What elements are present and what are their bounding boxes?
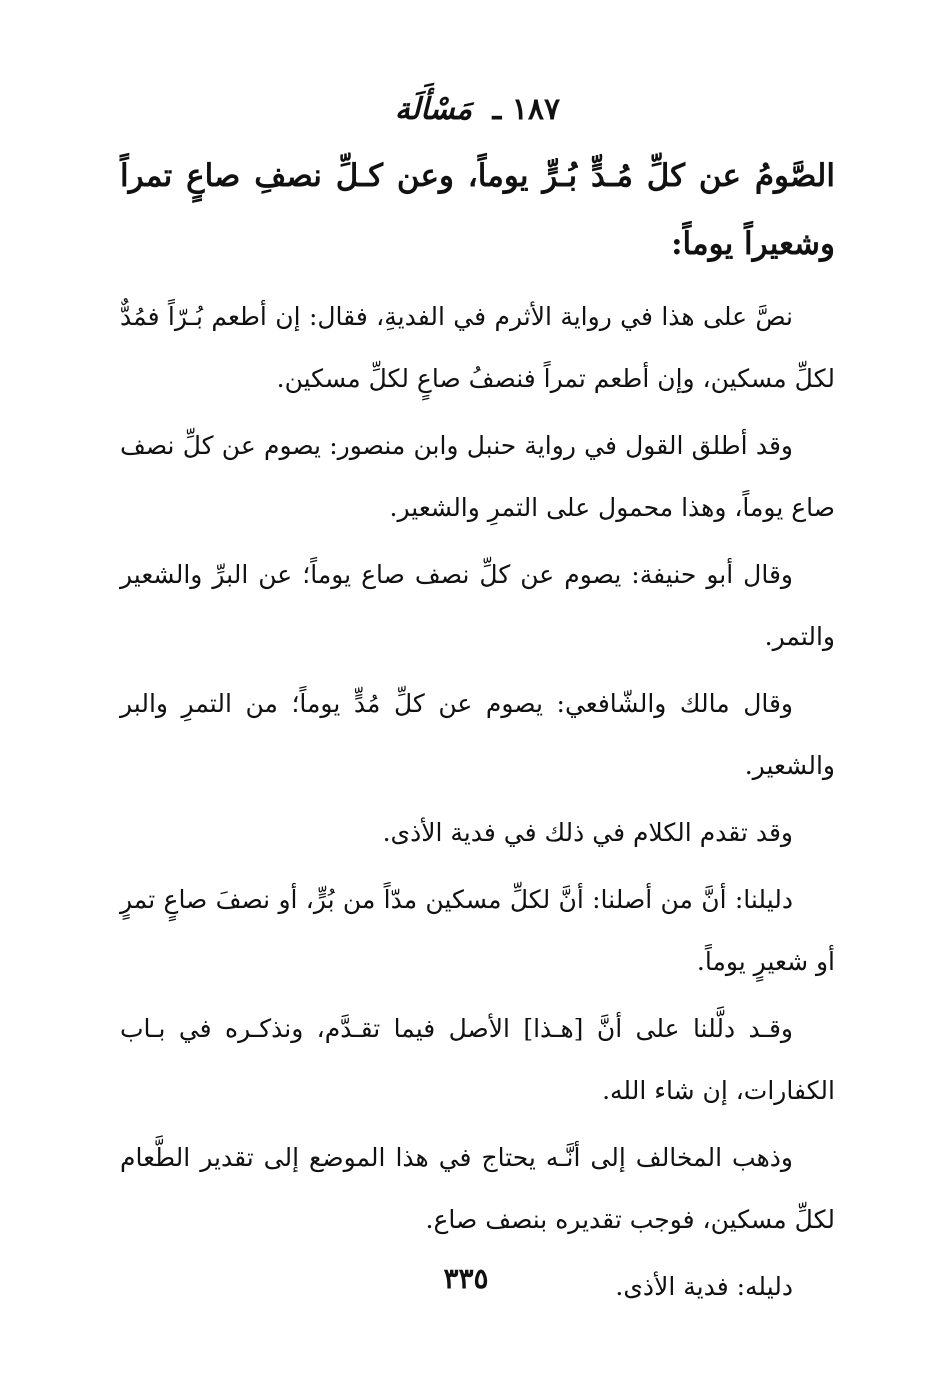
page-number: ٣٣٥ bbox=[443, 1262, 489, 1295]
masala-word: مَسْأَلَة bbox=[394, 92, 473, 127]
book-page bbox=[120, 88, 835, 1308]
paragraph: وذهب المخالف إلى أنَّـه يحتاج في هذا الموضع إلى تقدير الطَّعام لكلِّ مسكين، فوجب تقديره بنصف صاع. bbox=[120, 1143, 835, 1234]
paragraph: وقـد دلَّلنا على أنَّ [هـذا] الأصل فيما تقـدَّم، ونذكـره في بـاب الكفارات، إن شاء الله. bbox=[120, 1014, 835, 1105]
masala-title: الصَّومُ عن كلِّ مُـدٍّ بُـرٍّ يوماً، وعن كـلِّ نصفِ صاعٍ تمراً وشعيراً يوماً: bbox=[120, 158, 835, 262]
paragraph: وقد تقدم الكلام في ذلك في فدية الأذى. bbox=[382, 818, 793, 847]
paragraph: نصَّ على هذا في رواية الأثرم في الفديةِ، فقال: إن أطعم بُـرّاً فمُدٌّ لكلِّ مسكين، وإن أطعم تمراً فنصفُ صاعٍ لكلِّ مسكين. bbox=[120, 302, 835, 393]
paragraph: وقد أطلق القول في رواية حنبل وابن منصور: يصوم عن كلِّ نصف صاع يوماً، وهذا محمول على التمرِ والشعير. bbox=[120, 431, 835, 522]
paragraph: وقال أبو حنيفة: يصوم عن كلِّ نصف صاع يوماً؛ عن البرِّ والشعير والتمر. bbox=[120, 560, 835, 651]
masala-heading bbox=[120, 88, 835, 132]
masala-number: ١٨٧ ـ bbox=[492, 92, 561, 127]
paragraph: وقال مالك والشّافعي: يصوم عن كلِّ مُدٍّ يوماً؛ من التمرِ والبر والشعير. bbox=[120, 689, 835, 780]
paragraph: دليلنا: أنَّ من أصلنا: أنَّ لكلِّ مسكين مدّاً من بُرٍّ، أو نصفَ صاعٍ تمرٍ أو شعيرٍ يوماً. bbox=[120, 885, 835, 976]
paragraph: دليله: فدية الأذى. bbox=[615, 1272, 793, 1301]
